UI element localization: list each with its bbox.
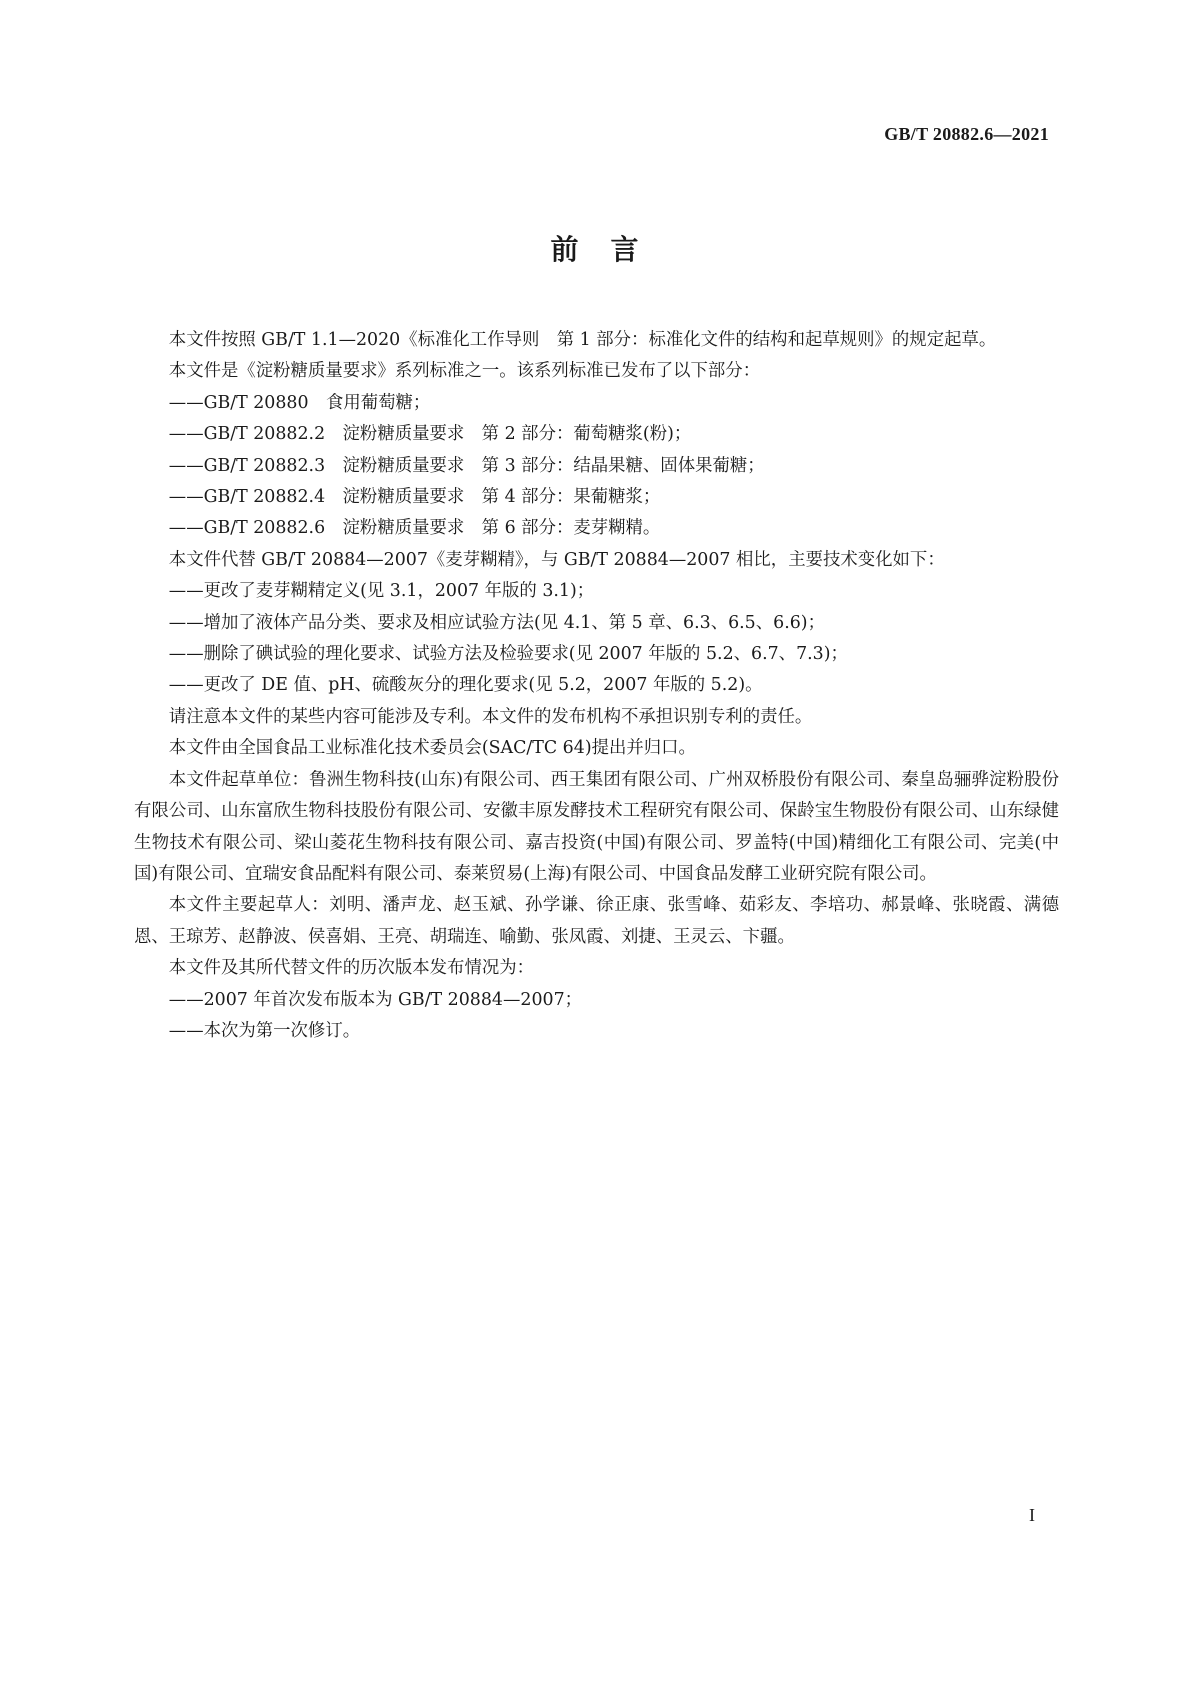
- document-code: GB/T 20882.6—2021: [884, 124, 1049, 144]
- list-item-series: ——GB/T 20880 食用葡萄糖；: [168, 392, 431, 413]
- list-item-change: ——更改了 DE 值、pH、硫酸灰分的理化要求(见 5.2，2007 年版的 5.2)。: [168, 675, 763, 696]
- list-item-change: ——更改了麦芽糊精定义(见 3.1，2007 年版的 3.1)；: [168, 581, 595, 602]
- list-item-series: ——GB/T 20882.2 淀粉糖质量要求 第 2 部分：葡萄糖浆(粉)；: [168, 424, 692, 445]
- paragraph-drafters: 本文件主要起草人：刘明、潘声龙、赵玉斌、孙学谦、徐正康、张雪峰、茹彩友、李培功、郝景峰、张晓霞、满德恩、王琼芳、赵静波、侯喜娟、王亮、胡瑞连、喻勤、张凤霞、刘捷、王灵云、卞疆。: [134, 895, 1059, 947]
- list-item-change: ——删除了碘试验的理化要求、试验方法及检验要求(见 2007 年版的 5.2、6.7、7.3)；: [168, 644, 848, 665]
- list-item-change: ——增加了液体产品分类、要求及相应试验方法(见 4.1、第 5 章、6.3、6.5、6.6)；: [168, 612, 825, 633]
- list-item-series: ——GB/T 20882.4 淀粉糖质量要求 第 4 部分：果葡糖浆；: [168, 487, 661, 508]
- page-title: 前 言: [550, 233, 641, 266]
- paragraph-history-intro: 本文件及其所代替文件的历次版本发布情况为：: [168, 958, 535, 979]
- paragraph-proposer: 本文件由全国食品工业标准化技术委员会(SAC/TC 64)提出并归口。: [168, 738, 696, 759]
- paragraph-drafting-basis: 本文件按照 GB/T 1.1—2020《标准化工作导则 第 1 部分：标准化文件的结构和起草规则》的规定起草。: [168, 330, 997, 350]
- paragraph-drafting-units: 本文件起草单位：鲁洲生物科技(山东)有限公司、西王集团有限公司、广州双桥股份有限公司、秦皇岛骊骅淀粉股份有限公司、山东富欣生物科技股份有限公司、安徽丰原发酵技术工程研究有限公司、保龄宝生物股份有限公司、山东绿健生物技术有限公司、梁山菱花生物科技有限公司、嘉吉投资(中国)有限公司、罗盖特(中国)精细化工有限公司、完美(中国)有限公司、宜瑞安食品配料有限公司、泰莱贸易(上海)有限公司、中国食品发酵工业研究院有限公司。: [134, 769, 1059, 884]
- list-item-history: ——2007 年首次发布版本为 GB/T 20884—2007；: [168, 989, 583, 1010]
- paragraph-series-intro: 本文件是《淀粉糖质量要求》系列标准之一。该系列标准已发布了以下部分：: [168, 361, 761, 382]
- paragraph-patent-notice: 请注意本文件的某些内容可能涉及专利。本文件的发布机构不承担识别专利的责任。: [168, 706, 813, 727]
- document-body: [134, 325, 1059, 1047]
- page-number: I: [1029, 1505, 1035, 1525]
- list-item-history: ——本次为第一次修订。: [168, 1020, 361, 1041]
- list-item-series: ——GB/T 20882.3 淀粉糖质量要求 第 3 部分：结晶果糖、固体果葡糖；: [168, 455, 765, 476]
- list-item-series: ——GB/T 20882.6 淀粉糖质量要求 第 6 部分：麦芽糊精。: [168, 518, 661, 539]
- paragraph-replacement: 本文件代替 GB/T 20884—2007《麦芽糊精》，与 GB/T 20884—2007 相比，主要技术变化如下：: [168, 549, 945, 570]
